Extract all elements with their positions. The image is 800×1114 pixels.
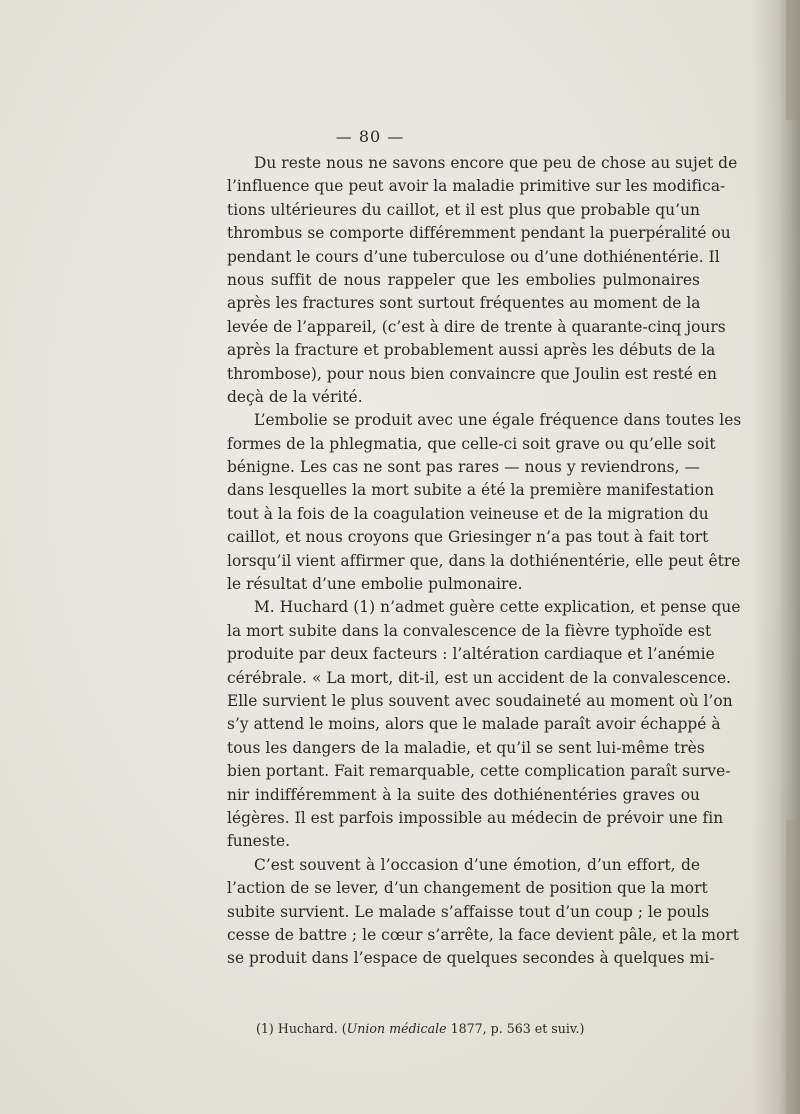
text-line: bien portant. Fait remarquable, cette complication paraît surve- xyxy=(227,762,731,781)
text-line: l’influence que peut avoir la maladie primitive sur les modifica- xyxy=(227,177,726,196)
text-line: Elle survient le plus souvent avec soudaineté au moment où l’on xyxy=(227,691,733,710)
text-line: funeste. xyxy=(227,832,291,851)
text-line: cesse de battre ; le cœur s’arrête, la face devient pâle, et la mort xyxy=(227,925,739,944)
footnote-reference: 1877, p. 563 et suiv.) xyxy=(450,1021,585,1036)
text-line: dans lesquelles la mort subite a été la première manifestation xyxy=(227,481,715,500)
text-line: Du reste nous ne savons encore que peu de chose au sujet de xyxy=(254,154,738,172)
text-line: la mort subite dans la convalescence de la fièvre typhoïde est xyxy=(227,621,712,640)
text-line: après les fractures sont surtout fréquentes au moment de la xyxy=(227,294,701,313)
text-line: thrombose), pour nous bien convaincre que Joulin est resté en xyxy=(227,364,718,383)
text-line: tions ultérieures du caillot, et il est plus que probable qu’un xyxy=(227,200,700,219)
text-line: formes de la phlegmatia, que celle-ci soit grave ou qu’elle soit xyxy=(227,434,716,453)
text-line: L’embolie se produit avec une égale fréquence dans toutes les xyxy=(254,411,742,430)
text-line: se produit dans l’espace de quelques secondes à quelques mi- xyxy=(227,949,715,968)
text-line: après la fracture et probablement aussi après les débuts de la xyxy=(227,341,716,360)
page-number: — 80 — xyxy=(335,127,405,146)
page-edge-stain xyxy=(786,0,800,120)
text-line: bénigne. Les cas ne sont pas rares — nous y reviendrons, — xyxy=(227,458,700,477)
text-line: thrombus se comporte différemment pendant la puerpéralité ou xyxy=(227,224,731,243)
text-line: s’y attend le moins, alors que le malade paraît avoir échappé à xyxy=(227,715,721,734)
text-line: l’action de se lever, d’un changement de position que la mort xyxy=(227,879,708,898)
text-line: subite survient. Le malade s’affaisse tout d’un coup ; le pouls xyxy=(227,902,710,921)
text-line: M. Huchard (1) n’admet guère cette explication, et pense que xyxy=(254,598,741,617)
text-line: nous suffit de nous rappeler que les embolies pulmonaires xyxy=(227,270,700,289)
text-line: le résultat d’une embolie pulmonaire. xyxy=(227,575,523,594)
page-edge-stain xyxy=(786,820,800,1114)
text-line: pendant le cours d’une tuberculose ou d’une dothiénentérie. Il xyxy=(227,247,720,266)
text-line: levée de l’appareil, (c’est à dire de trente à quarante-cinq jours xyxy=(227,317,726,336)
text-line: cérébrale. « La mort, dit-il, est un accident de la convalescence. xyxy=(227,668,732,687)
footnote-marker: (1) Huchard. xyxy=(256,1021,338,1036)
body-text xyxy=(227,152,742,971)
text-line: tout à la fois de la coagulation veineuse et de la migration du xyxy=(227,504,709,523)
text-line: tous les dangers de la maladie, et qu’il se sent lui-même très xyxy=(227,738,705,757)
text-line: C’est souvent à l’occasion d’une émotion, d’un effort, de xyxy=(254,855,700,874)
text-line: légères. Il est parfois impossible au médecin de prévoir une fin xyxy=(227,808,724,827)
text-line: deçà de la vérité. xyxy=(227,387,363,406)
text-line: produite par deux facteurs : l’altération cardiaque et l’anémie xyxy=(227,645,715,664)
text-line: nir indifféremment à la suite des dothiénentéries graves ou xyxy=(227,785,700,804)
footnote: (1) Huchard. (Union médicale 1877, p. 563 et suiv.) xyxy=(256,1021,585,1036)
text-line: lorsqu’il vient affirmer que, dans la dothiénentérie, elle peut être xyxy=(227,551,741,570)
footnote-source: Union médicale xyxy=(346,1021,447,1036)
text-line: caillot, et nous croyons que Griesinger n’a pas tout à fait tort xyxy=(227,528,709,547)
